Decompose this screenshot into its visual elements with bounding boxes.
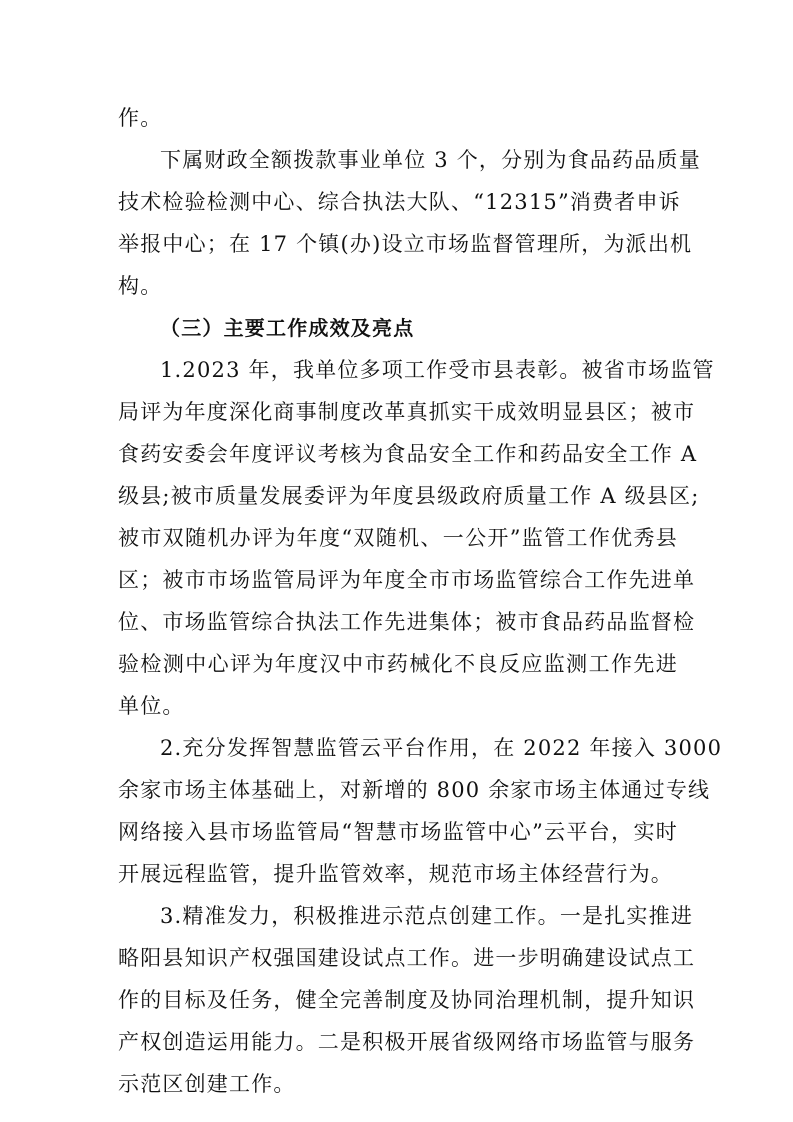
text-line-18: 网络接入县市场监管局“智慧市场监管中心”云平台，实时 (118, 820, 678, 844)
text-line-14: 验检测中心评为年度汉中市药械化不良反应监测工作先进 (118, 652, 678, 676)
text-line-3: 技术检验检测中心、综合执法大队、“12315”消费者申诉 (118, 190, 681, 214)
text-line-13: 位、市场监管综合执法工作先进集体；被市食品药品监督检 (118, 610, 696, 634)
text-line-17: 余家市场主体基础上，对新增的 800 余家市场主体通过专线 (118, 778, 711, 802)
text-line-8: 局评为年度深化商事制度改革真抓实干成效明显县区；被市 (118, 400, 696, 424)
text-line-16: 2.充分发挥智慧监管云平台作用，在 2022 年接入 3000 (160, 736, 723, 760)
text-line-5: 构。 (118, 274, 163, 298)
text-line-4: 举报中心；在 17 个镇(办)设立市场监督管理所，为派出机 (118, 232, 693, 256)
text-line-22: 作的目标及任务，健全完善制度及协同治理机制，提升知识 (118, 988, 696, 1012)
text-line-11: 被市双随机办评为年度“双随机、一公开”监管工作优秀县 (118, 526, 678, 550)
text-line-10: 级县;被市质量发展委评为年度县级政府质量工作 A 级县区; (118, 484, 700, 508)
text-line-7: 1.2023 年，我单位多项工作受市县表彰。被省市场监管 (160, 358, 715, 382)
text-line-21: 略阳县知识产权强国建设试点工作。进一步明确建设试点工 (118, 946, 696, 970)
text-line-9: 食药安委会年度评议考核为食品安全工作和药品安全工作 A (118, 442, 698, 466)
text-line-19: 开展远程监管，提升监管效率，规范市场主体经营行为。 (118, 862, 673, 886)
text-line-24: 示范区创建工作。 (118, 1072, 296, 1096)
text-line-12: 区；被市市场监管局评为年度全市市场监管综合工作先进单 (118, 568, 696, 592)
text-line-2: 下属财政全额拨款事业单位 3 个，分别为食品药品质量 (160, 148, 701, 172)
text-line-1: 作。 (118, 106, 163, 130)
text-line-20: 3.精准发力，积极推进示范点创建工作。一是扎实推进 (160, 904, 694, 928)
text-line-23: 产权创造运用能力。二是积极开展省级网络市场监管与服务 (118, 1030, 696, 1054)
text-line-15: 单位。 (118, 694, 185, 718)
section-heading: （三）主要工作成效及亮点 (160, 316, 415, 340)
